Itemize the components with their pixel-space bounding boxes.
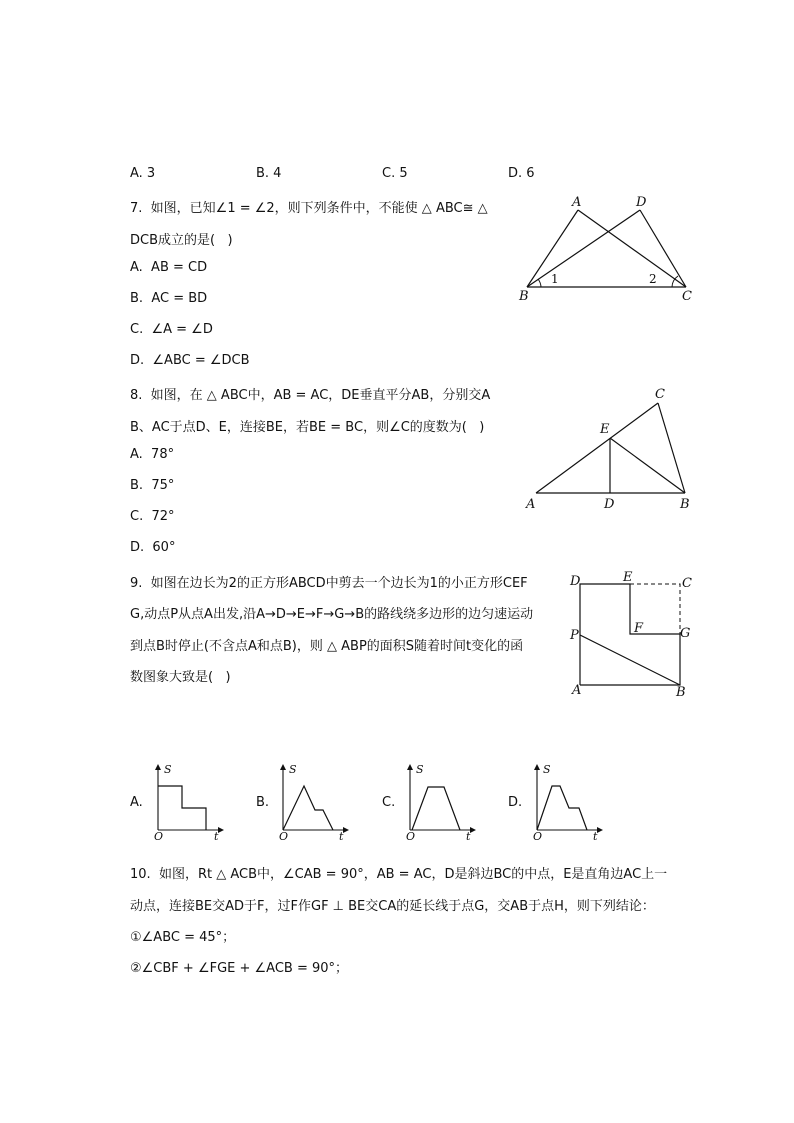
q9-stem-line-2: G,动点P从点A出发,沿A→D→E→F→G→B的路线绕多边形的边匀速运动 <box>130 607 534 622</box>
q9-option-a-label: A. <box>130 795 143 810</box>
y-axis-arrow <box>155 764 161 770</box>
q9-label-d: D <box>570 574 581 589</box>
x-axis-arrow <box>470 827 476 833</box>
origin-label: O <box>154 830 164 840</box>
q7-label-c: C <box>682 289 692 304</box>
q9-option-d-graph <box>527 760 607 840</box>
q9-label-g: G <box>680 626 691 641</box>
q9-polygon-adefgb <box>580 584 680 685</box>
q6-option-b: B. 4 <box>256 166 282 181</box>
q9-option-c-graph <box>400 760 480 840</box>
q8-option-c: C. 72° <box>130 509 175 524</box>
axis-label-s: S <box>289 763 297 776</box>
axis-label-s: S <box>416 763 424 776</box>
q10-conclusion-1: ①∠ABC = 45°； <box>130 930 236 945</box>
q7-figure <box>510 190 700 305</box>
q10-conclusion-2: ②∠CBF + ∠FGE + ∠ACB = 90°； <box>130 961 349 976</box>
q9-stem-line-1: 9. 如图在边长为2的正方形ABCD中剪去一个边长为1的小正方形CEF <box>130 576 528 591</box>
q7-stem-line-2: DCB成立的是( ) <box>130 233 233 248</box>
q8-label-a: A <box>526 497 536 512</box>
q9-stem-line-4: 数图象大致是( ) <box>130 670 231 685</box>
y-axis-arrow <box>534 764 540 770</box>
axis-label-t: t <box>214 830 219 840</box>
origin-label: O <box>279 830 289 840</box>
q6-option-a: A. 3 <box>130 166 156 181</box>
axis-label-s: S <box>543 763 551 776</box>
q9-label-b: B <box>676 685 686 700</box>
q9-stem-line-3: 到点B时停止(不含点A和点B)，则 △ ABP的面积S随着时间t变化的函 <box>130 639 524 654</box>
axis-label-t: t <box>339 830 344 840</box>
q7-option-c: C. ∠A = ∠D <box>130 322 213 337</box>
q9-label-c: C <box>682 576 692 591</box>
q7-stem-line-1: 7. 如图，已知∠1 = ∠2，则下列条件中，不能使 △ ABC≅ △ <box>130 201 488 216</box>
q8-segment-be <box>610 438 685 493</box>
axis-label-t: t <box>593 830 598 840</box>
y-axis-arrow <box>280 764 286 770</box>
q8-stem-line-2: B、AC于点D、E，连接BE，若BE = BC，则∠C的度数为( ) <box>130 420 485 435</box>
q9-option-b-graph <box>273 760 353 840</box>
q7-label-d: D <box>636 195 647 210</box>
q7-option-d: D. ∠ABC = ∠DCB <box>130 353 250 368</box>
q7-option-a: A. AB = CD <box>130 260 208 275</box>
q9-label-a: A <box>572 683 582 698</box>
origin-label: O <box>406 830 416 840</box>
q7-label-angle-2: 2 <box>649 272 657 286</box>
q8-stem-line-1: 8. 如图，在 △ ABC中，AB = AC，DE垂直平分AB，分别交A <box>130 388 491 403</box>
q6-option-d: D. 6 <box>508 166 535 181</box>
x-axis-arrow <box>343 827 349 833</box>
q8-label-d: D <box>604 497 615 512</box>
q8-option-b: B. 75° <box>130 478 175 493</box>
q9-segment-pb <box>580 635 680 685</box>
q7-label-b: B <box>519 289 529 304</box>
q8-figure <box>515 380 705 515</box>
q9-option-d-label: D. <box>508 795 523 810</box>
axis-label-s: S <box>164 763 172 776</box>
q6-option-c: C. 5 <box>382 166 408 181</box>
graph-curve <box>283 786 333 830</box>
q9-label-f: F <box>634 621 644 636</box>
q10-stem-line-1: 10. 如图，Rt △ ACB中，∠CAB = 90°，AB = AC，D是斜边BC的中点，E是直角边AC上一 <box>130 867 668 882</box>
graph-curve <box>158 786 206 830</box>
q9-option-a-graph <box>148 760 228 840</box>
q8-segment-ac <box>536 403 658 493</box>
q7-option-b: B. AC = BD <box>130 291 208 306</box>
q8-segment-cb <box>658 403 685 493</box>
q7-label-angle-1: 1 <box>551 272 559 286</box>
q7-angle-1-arc <box>538 279 541 287</box>
q9-label-p: P <box>570 628 579 643</box>
axis-label-t: t <box>466 830 471 840</box>
q10-stem-line-2: 动点，连接BE交AD于F，过F作GF ⊥ BE交CA的延长线于点G，交AB于点H，则下列结论： <box>130 899 655 914</box>
q8-option-a: A. 78° <box>130 447 175 462</box>
graph-curve <box>537 786 587 830</box>
q9-option-b-label: B. <box>256 795 270 810</box>
q7-segment-bd <box>527 210 640 287</box>
q8-label-e: E <box>600 422 610 437</box>
q8-option-d: D. 60° <box>130 540 176 555</box>
q7-segment-ac <box>578 210 686 287</box>
q7-segment-dc <box>640 210 686 287</box>
q9-label-e: E <box>623 570 633 585</box>
q8-label-c: C <box>655 387 665 402</box>
graph-curve <box>412 787 460 830</box>
x-axis-arrow <box>597 827 603 833</box>
q7-label-a: A <box>572 195 582 210</box>
x-axis-arrow <box>218 827 224 833</box>
q9-option-c-label: C. <box>382 795 396 810</box>
q9-figure <box>562 568 702 703</box>
q8-label-b: B <box>680 497 690 512</box>
y-axis-arrow <box>407 764 413 770</box>
origin-label: O <box>533 830 543 840</box>
